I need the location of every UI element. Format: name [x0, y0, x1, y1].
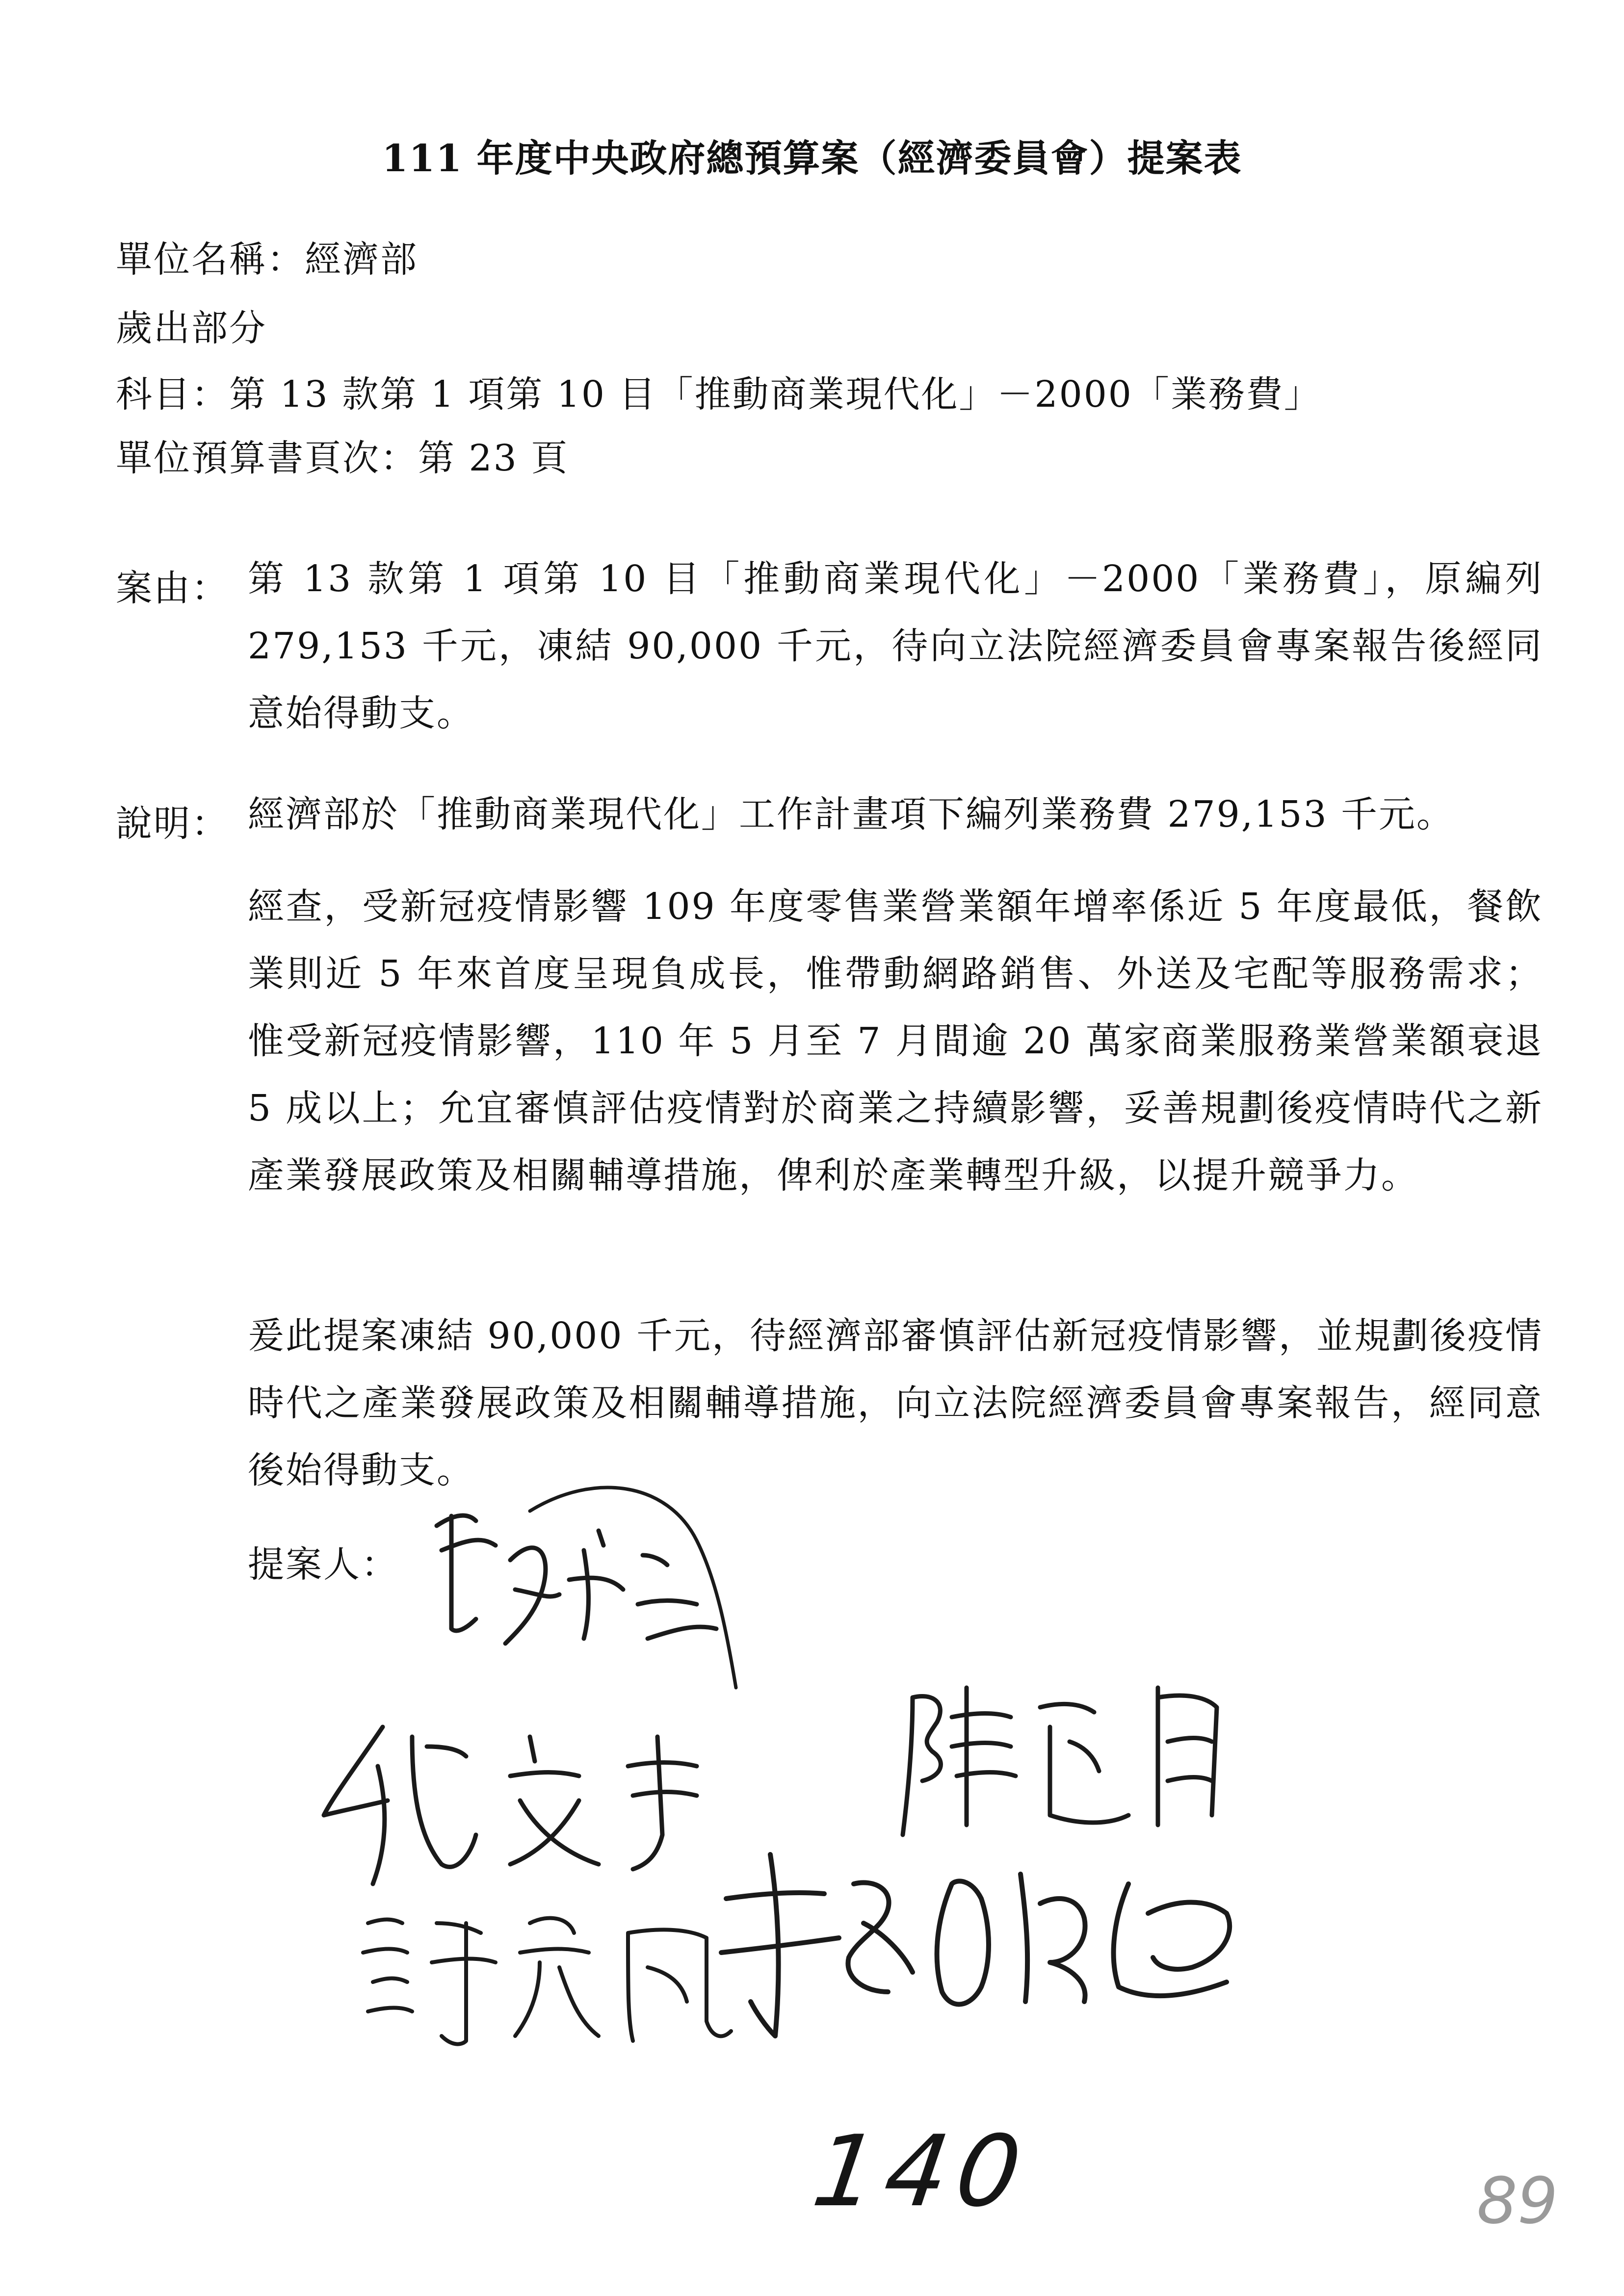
reason-text: 第 13 款第 1 項第 10 目「推動商業現代化」－2000「業務費」，原編列 279,153 千元，凍結 90,000 千元，待向立法院經濟委員會專案報告後經同意始得動支。 [248, 558, 1543, 734]
subject-line: 科目：第 13 款第 1 項第 10 目「推動商業現代化」－2000「業務費」 [116, 373, 1322, 416]
paragraph-proposal: 爰此提案凍結 90,000 千元，待經濟部審慎評估新冠疫情影響，並規劃後疫情時代之產業發展政策及相關輔導措施，向立法院經濟委員會專案報告，經同意後始得動支。 [248, 1315, 1543, 1491]
section-label: 歲出部分 [116, 307, 267, 349]
signature-2 [314, 1707, 756, 1894]
signature-1 [422, 1482, 765, 1688]
proposer-label: 提案人： [248, 1543, 399, 1586]
signature-3 [893, 1668, 1246, 1854]
explanation-label: 說明： [116, 803, 229, 845]
budget-page-reference: 單位預算書頁次：第 23 頁 [116, 437, 569, 479]
signature-4 [353, 1894, 736, 2056]
document-title: 111 年度中央政府總預算案（經濟委員會）提案表 [382, 136, 1242, 180]
explanation-text: 經濟部於「推動商業現代化」工作計畫項下編列業務費 279,153 千元。 [248, 793, 1455, 835]
handwritten-page-number: 140 [806, 2114, 1037, 2229]
paragraph-findings: 經查，受新冠疫情影響 109 年度零售業營業額年增率係近 5 年度最低，餐飲業則近 5 年來首度呈現負成長，惟帶動網路銷售、外送及宅配等服務需求；惟受新冠疫情影響，110 年 5 月至 7 月間逾 20 萬家商業服務業營業額衰退 5 成以上；允宜審慎評估疫情對於商業之持續影響，妥善規劃後疫情時代之新產業發展政策及相關輔導措施，俾利於產業轉型升級，以提升競爭力。 [248, 886, 1543, 1197]
reason-label: 案由： [116, 567, 229, 609]
stamped-number: 89 [1477, 2164, 1558, 2238]
signature-5 [707, 1845, 1256, 2051]
unit-name: 單位名稱：經濟部 [116, 238, 418, 281]
